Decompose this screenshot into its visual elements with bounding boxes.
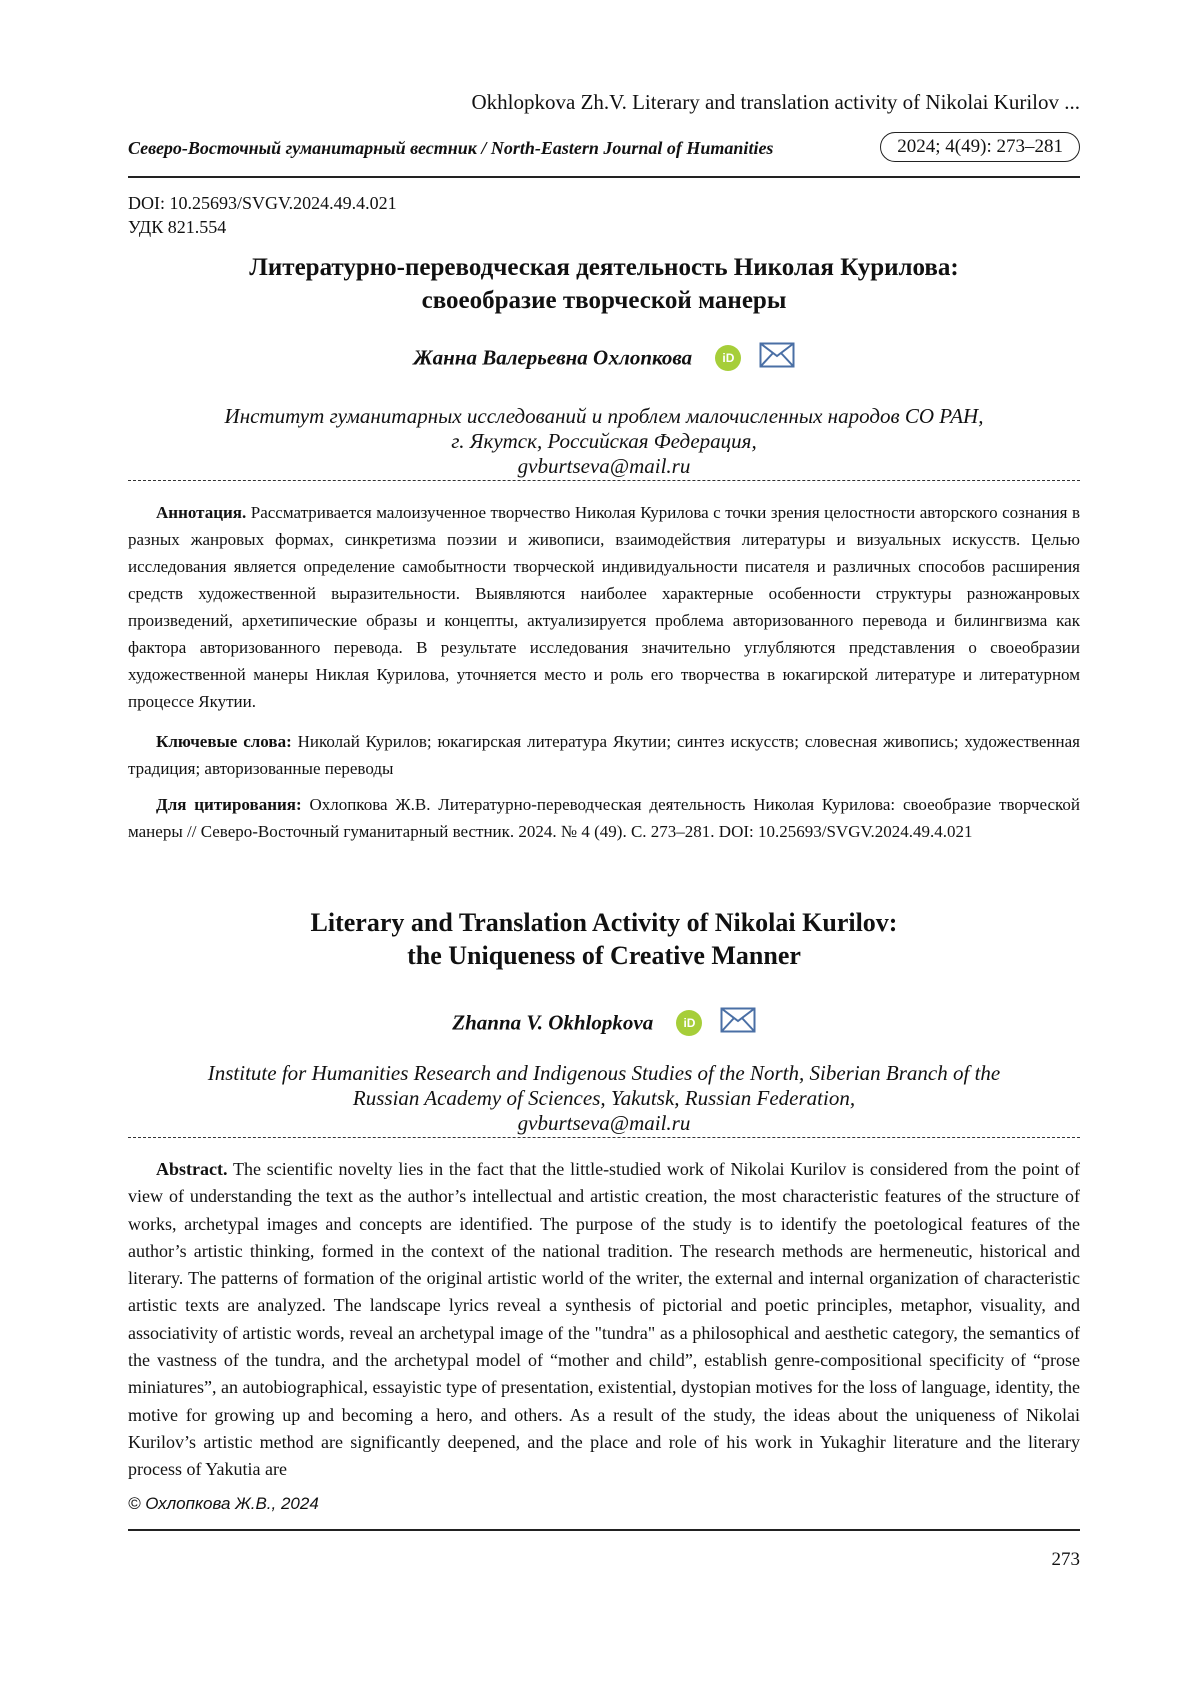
mail-icon[interactable]: [759, 342, 795, 374]
keywords-ru-text: Николай Курилов; юкагирская литература Якутии; синтез искусств; словесная живопись; художественная традиция; авторизованные переводы: [128, 732, 1081, 778]
footer-rule: [128, 1529, 1080, 1531]
author-en: [128, 1007, 1080, 1039]
title-en: [128, 906, 1080, 972]
keywords-ru-label: Ключевые слова:: [156, 732, 292, 751]
author-ru: [128, 342, 1080, 374]
doi: DOI: 10.25693/SVGV.2024.49.4.021: [128, 193, 397, 213]
doi-block: [128, 191, 397, 239]
keywords-ru: [128, 728, 1080, 782]
affiliation-ru-line2: г. Якутск, Российская Федерация,: [451, 429, 757, 453]
abstract-en: [128, 1156, 1080, 1484]
email-en[interactable]: gvburtseva@mail.ru: [517, 1111, 691, 1135]
affiliation-en: [128, 1061, 1080, 1136]
running-head: Okhlopkova Zh.V. Literary and translation activity of Nikolai Kurilov ...: [471, 90, 1080, 114]
page-number: 273: [1051, 1549, 1080, 1570]
citation-ru: [128, 791, 1080, 845]
author-name-en: Zhanna V. Okhlopkova: [452, 1010, 654, 1035]
udk: УДК 821.554: [128, 217, 227, 237]
journal-header: [128, 132, 1080, 178]
abstract-ru-label: Аннотация.: [156, 503, 247, 522]
title-ru-line1: Литературно-переводческая деятельность Николая Курилова:: [249, 254, 959, 281]
affiliation-en-line2: Russian Academy of Sciences, Yakutsk, Russian Federation,: [352, 1086, 856, 1110]
title-ru: [128, 251, 1080, 317]
dashed-divider: [128, 1137, 1080, 1138]
abstract-en-label: Abstract.: [156, 1159, 228, 1179]
orcid-icon[interactable]: iD: [676, 1010, 702, 1036]
title-en-line2: the Uniqueness of Creative Manner: [407, 941, 801, 970]
copyright: © Охлопкова Ж.В., 2024: [128, 1494, 319, 1513]
journal-name: Северо-Восточный гуманитарный вестник / North-Eastern Journal of Humanities: [128, 138, 774, 158]
mail-icon[interactable]: [720, 1007, 756, 1039]
abstract-ru: [128, 499, 1080, 715]
dashed-divider: [128, 480, 1080, 481]
affiliation-ru: [128, 404, 1080, 479]
title-en-line1: Literary and Translation Activity of Nikolai Kurilov:: [310, 908, 898, 937]
affiliation-ru-line1: Институт гуманитарных исследований и проблем малочисленных народов СО РАН,: [224, 404, 984, 428]
citation-ru-text: Охлопкова Ж.В. Литературно-переводческая деятельность Николая Курилова: своеобразие творческой манеры // Северо-Восточный гуманитарный вестник. 2024. № 4 (49). С. 273–281. DOI: 10.25693/SVGV.2024.49.4.021: [128, 795, 1080, 841]
title-ru-line2: своеобразие творческой манеры: [421, 287, 787, 314]
author-name-ru: Жанна Валерьевна Охлопкова: [413, 345, 693, 370]
email-ru[interactable]: gvburtseva@mail.ru: [517, 454, 691, 478]
issue-badge: 2024; 4(49): 273–281: [880, 132, 1080, 162]
affiliation-en-line1: Institute for Humanities Research and Indigenous Studies of the North, Siberian Branch of the: [207, 1061, 1001, 1085]
orcid-icon[interactable]: iD: [715, 345, 741, 371]
abstract-ru-text: Рассматривается малоизученное творчество Николая Курилова с точки зрения целостности авторского сознания в разных жанровых формах, синкретизма поэзии и живописи, взаимодействия литературы и визуальных искусств. Целью исследования является определение самобытности творческой индивидуальности писателя и различных способов расширения средств художественной выразительности. Выявляются наиболее характерные особенности структуры разножанровых произведений, архетипические образы и концепты, актуализируется проблема авторизованного перевода и билингвизма как фактора авторизованного перевода. В результате исследования значительно углубляются представления о своеобразии художественной манеры Никлая Курилова, уточняется место и роль его творчества в юкагирской литературе и литературном процессе Якутии.: [128, 503, 1080, 711]
citation-ru-label: Для цитирования:: [156, 795, 302, 814]
abstract-en-text: The scientific novelty lies in the fact that the little-studied work of Nikolai Kurilov is considered from the point of view of understanding the text as the author’s intellectual and artistic creation, the most characteristic features of the structure of works, archetypal images and concepts are identified. The purpose of the study is to identify the poetological features of the author’s artistic thinking, formed in the context of the national tradition. The research methods are hermeneutic, historical and literary. The patterns of formation of the original artistic world of the writer, the external and internal organization of characteristic artistic texts are analyzed. The landscape lyrics reveal a synthesis of pictorial and poetic principles, metaphor, visuality, and associativity of artistic words, reveal an archetypal image of the "tundra" as a philosophical and aesthetic category, the semantics of the vastness of the tundra, and the archetypal model of “mother and child”, establish genre-compositional specificity of “prose miniatures”, an autobiographical, essayistic type of presentation, existential, dystopian motives for the loss of language, identity, the motive for growing up and becoming a hero, and others. As a result of the study, the ideas about the uniqueness of Nikolai Kurilov’s artistic method are significantly deepened, and the place and role of his work in Yukaghir literature and the literary process of Yakutia are: [128, 1159, 1080, 1480]
